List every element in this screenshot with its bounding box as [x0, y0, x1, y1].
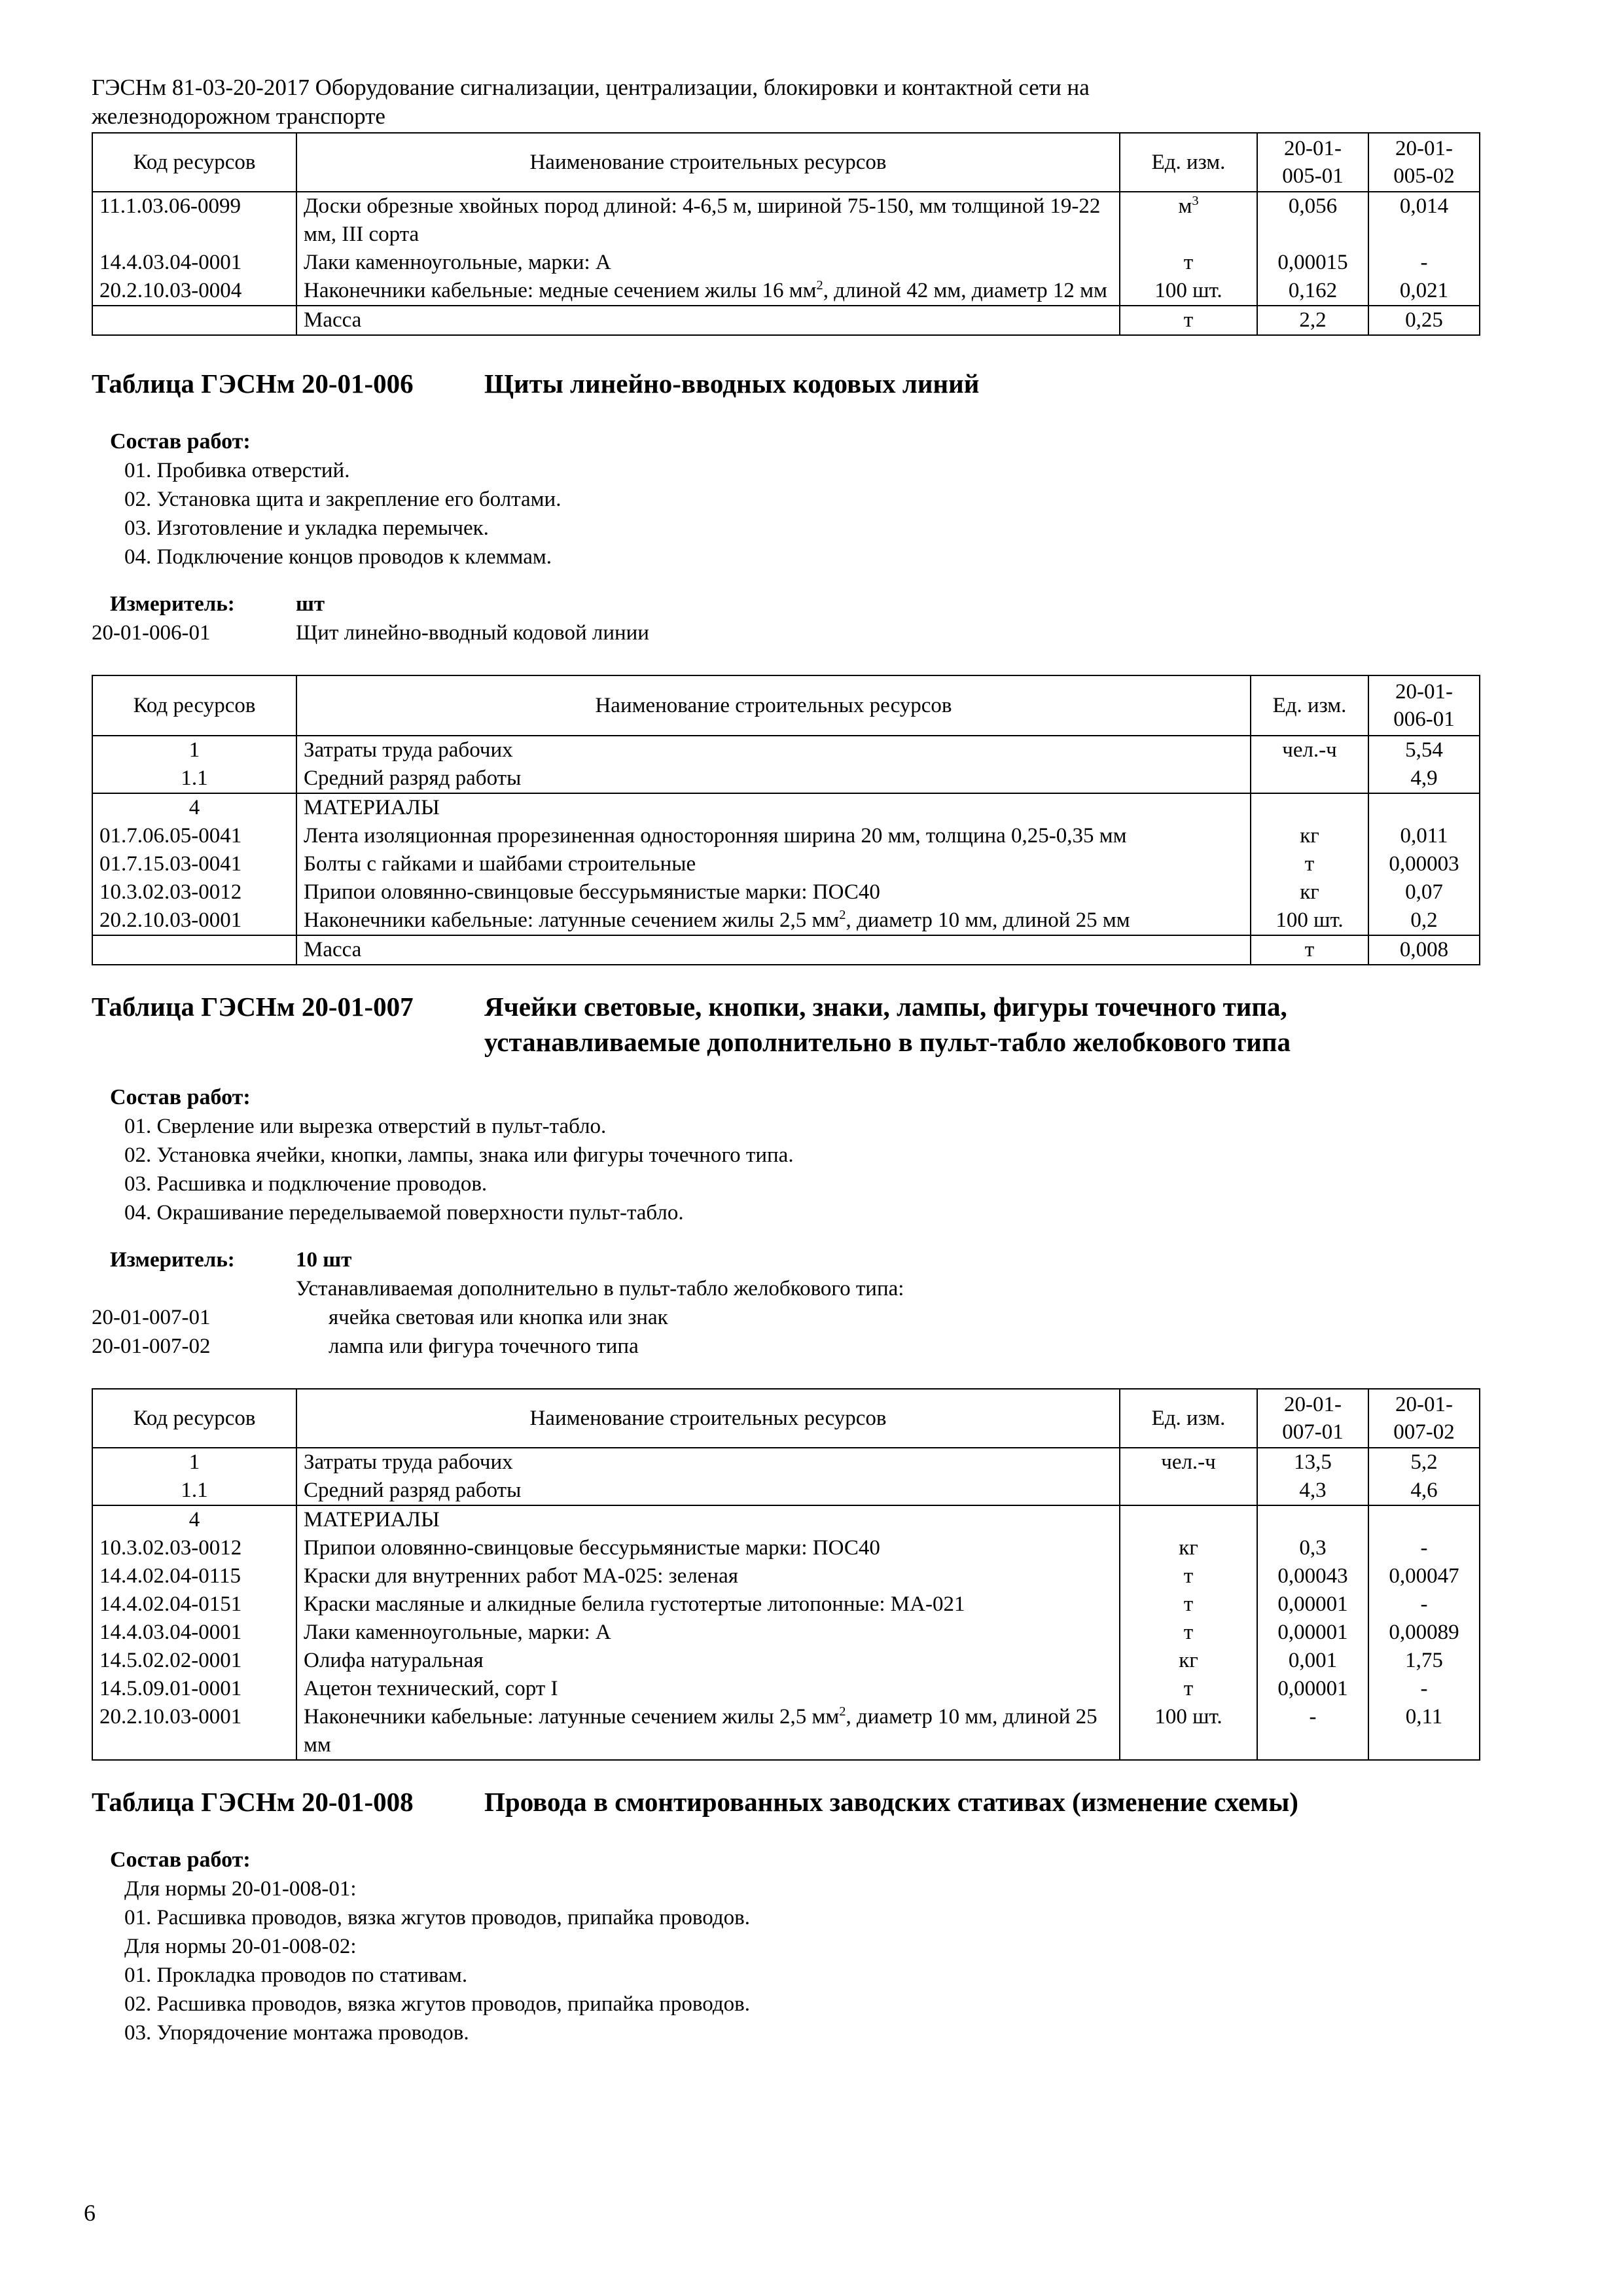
work-item: 04. Подключение концов проводов к клеммам. — [124, 545, 552, 569]
cell-value-1: 13,5 — [1257, 1448, 1368, 1477]
cell-unit: т — [1120, 249, 1257, 277]
cell-name: МАТЕРИАЛЫ — [296, 1505, 1120, 1534]
measure-label: Измеритель: — [110, 592, 235, 616]
work-item: 03. Расшивка и подключение проводов. — [124, 1172, 488, 1196]
cell-value-1: 0,001 — [1257, 1647, 1368, 1675]
cell-name: Наконечники кабельные: медные сечением жилы 16 $мм^2$, длиной 42 мм, диаметр 12 мм — [296, 277, 1120, 306]
resource-table-007 — [92, 1388, 1480, 1761]
work-composition-label: Состав работ: — [110, 429, 251, 454]
measure-value: шт — [296, 592, 325, 616]
work-item: Для нормы 20-01-008-01: — [124, 1877, 357, 1901]
cell-unit: чел.-ч — [1120, 1448, 1257, 1477]
cell-code: 14.5.02.02-0001 — [92, 1647, 296, 1675]
cell-name: Средний разряд работы — [296, 1477, 1120, 1505]
cell-name: Затраты труда рабочих — [296, 1448, 1120, 1477]
cell-value-1: 4,9 — [1368, 764, 1480, 793]
cell-code: 14.4.03.04-0001 — [92, 249, 296, 277]
mass-row — [92, 306, 1480, 335]
cell-unit: 100 шт. — [1251, 906, 1368, 935]
cell-value-1 — [1368, 793, 1480, 822]
cell-value-1: 0,00001 — [1257, 1619, 1368, 1647]
cell-value-1: 0,3 — [1257, 1534, 1368, 1562]
work-item: 04. Окрашивание переделываемой поверхности пульт-табло. — [124, 1201, 684, 1225]
cell-value-2: 1,75 — [1368, 1647, 1480, 1675]
measure-value: 10 шт — [296, 1248, 352, 1272]
work-item: Для нормы 20-01-008-02: — [124, 1935, 357, 1958]
table-row — [92, 764, 1480, 793]
cell-code: 1 — [92, 736, 296, 764]
table-row — [92, 906, 1480, 935]
cell-code: 14.4.02.04-0115 — [92, 1562, 296, 1590]
cell-code: 20.2.10.03-0001 — [92, 1703, 296, 1760]
table-number: Таблица ГЭСНм 20-01-007 — [92, 992, 414, 1022]
cell-unit — [1120, 1477, 1257, 1505]
cell-code — [92, 935, 296, 965]
cell-code: 11.1.03.06-0099 — [92, 192, 296, 249]
measure-line — [92, 590, 1479, 619]
table-name: Провода в смонтированных заводских стативах (изменение схемы) — [484, 1787, 1298, 1817]
cell-name: Наконечники кабельные: латунные сечением жилы 2,5 $мм^2$, диаметр 10 мм, длиной 25 мм — [296, 906, 1251, 935]
cell-unit: т — [1120, 1562, 1257, 1590]
measure-note: Устанавливаемая дополнительно в пульт-табло желобкового типа: — [296, 1277, 904, 1300]
resource-table-005 — [92, 132, 1480, 336]
cell-value-2: - — [1368, 1590, 1480, 1619]
col-header-name: Наименование строительных ресурсов — [296, 675, 1251, 736]
section-title-008 — [92, 1784, 1479, 1820]
cell-code: 1 — [92, 1448, 296, 1477]
col-header-norm-1: 20-01- 006-01 — [1368, 675, 1480, 736]
cell-name: Краски масляные и алкидные белила густотертые литопонные: МА-021 — [296, 1590, 1120, 1619]
table-number: Таблица ГЭСНм 20-01-008 — [92, 1787, 414, 1817]
cell-value-2: 5,2 — [1368, 1448, 1480, 1477]
cell-name: Лаки каменноугольные, марки: А — [296, 1619, 1120, 1647]
table-row — [92, 1675, 1480, 1703]
table-row — [92, 1590, 1480, 1619]
col-header-code: Код ресурсов — [92, 1389, 296, 1448]
cell-unit: т — [1251, 935, 1368, 965]
running-header — [92, 73, 1479, 131]
table-row — [92, 192, 1480, 249]
cell-unit: 100 шт. — [1120, 1703, 1257, 1760]
norm-text: лампа или фигура точечного типа — [329, 1335, 639, 1358]
work-item: 03. Упорядочение монтажа проводов. — [124, 2021, 469, 2045]
table-row — [92, 822, 1480, 850]
norm-line — [92, 1303, 1479, 1332]
cell-value-2: - — [1368, 1534, 1480, 1562]
work-item: 03. Изготовление и укладка перемычек. — [124, 516, 489, 540]
cell-value-2: - — [1368, 249, 1480, 277]
materials-row — [92, 793, 1480, 822]
table-row — [92, 277, 1480, 306]
table-number: Таблица ГЭСНм 20-01-006 — [92, 368, 414, 399]
work-item: 01. Пробивка отверстий. — [124, 459, 350, 482]
cell-value-2 — [1368, 1505, 1480, 1534]
cell-value-1: 0,00003 — [1368, 850, 1480, 878]
norm-code: 20-01-006-01 — [92, 621, 211, 645]
work-item: 02. Расшивка проводов, вязка жгутов проводов, припайка проводов. — [124, 1992, 750, 2016]
col-header-unit: Ед. изм. — [1251, 675, 1368, 736]
work-item: 02. Установка ячейки, кнопки, лампы, знака или фигуры точечного типа. — [124, 1143, 794, 1167]
cell-unit — [1251, 793, 1368, 822]
cell-value-2: 0,014 — [1368, 192, 1480, 249]
norm-code: 20-01-007-01 — [92, 1306, 211, 1329]
cell-code: 01.7.06.05-0041 — [92, 822, 296, 850]
measure-line — [92, 1246, 1479, 1274]
col-header-code: Код ресурсов — [92, 675, 296, 736]
cell-value-1: 0,056 — [1257, 192, 1368, 249]
cell-value-2: 0,00047 — [1368, 1562, 1480, 1590]
work-composition-label: Состав работ: — [110, 1848, 251, 1872]
header-line-2: железнодорожном транспорте — [92, 103, 385, 129]
table-row — [92, 1448, 1480, 1477]
cell-unit: т — [1251, 850, 1368, 878]
cell-name: Припои оловянно-свинцовые бессурьмянистые марки: ПОС40 — [296, 878, 1251, 906]
norm-line — [92, 1332, 1479, 1361]
cell-code: 14.4.02.04-0151 — [92, 1590, 296, 1619]
cell-value-1: 0,2 — [1368, 906, 1480, 935]
table-name: Ячейки световые, кнопки, знаки, лампы, фигуры точечного типа, устанавливаемые дополнительно в пульт-табло желобкового типа — [484, 992, 1291, 1057]
cell-name: Болты с гайками и шайбами строительные — [296, 850, 1251, 878]
header-line-1: ГЭСНм 81-03-20-2017 Оборудование сигнализации, централизации, блокировки и контактной сети на — [92, 75, 1090, 100]
cell-value-1: 0,00015 — [1257, 249, 1368, 277]
cell-code: 4 — [92, 1505, 296, 1534]
cell-value-1: 0,162 — [1257, 277, 1368, 306]
table-row — [92, 736, 1480, 764]
mass-row — [92, 935, 1480, 965]
work-item: 02. Установка щита и закрепление его болтами. — [124, 488, 562, 511]
col-header-norm-1: 20-01- 005-01 — [1257, 133, 1368, 192]
col-header-norm-2: 20-01- 007-02 — [1368, 1389, 1480, 1448]
cell-code: 20.2.10.03-0004 — [92, 277, 296, 306]
cell-code: 1.1 — [92, 764, 296, 793]
section-title-007 — [92, 989, 1479, 1060]
col-header-unit: Ед. изм. — [1120, 133, 1257, 192]
cell-value-1: 2,2 — [1257, 306, 1368, 335]
work-item: 01. Сверление или вырезка отверстий в пульт-табло. — [124, 1115, 607, 1138]
cell-name: Припои оловянно-свинцовые бессурьмянистые марки: ПОС40 — [296, 1534, 1120, 1562]
table-row — [92, 878, 1480, 906]
cell-unit: кг — [1120, 1534, 1257, 1562]
table-row — [92, 1647, 1480, 1675]
cell-value-1: 5,54 — [1368, 736, 1480, 764]
table-row — [92, 1562, 1480, 1590]
cell-name: МАТЕРИАЛЫ — [296, 793, 1251, 822]
cell-unit: т — [1120, 1590, 1257, 1619]
cell-value-1: 0,00001 — [1257, 1590, 1368, 1619]
measure-label: Измеритель: — [110, 1248, 235, 1272]
norm-text: ячейка световая или кнопка или знак — [329, 1306, 668, 1329]
materials-row — [92, 1505, 1480, 1534]
cell-name: Затраты труда рабочих — [296, 736, 1251, 764]
cell-value-1: 0,008 — [1368, 935, 1480, 965]
page-number: 6 — [84, 2200, 96, 2226]
table-header-row — [92, 1389, 1480, 1448]
cell-name: Доски обрезные хвойных пород длиной: 4-6,5 м, шириной 75-150, мм толщиной 19-22 мм, III сорта — [296, 192, 1120, 249]
cell-code: 4 — [92, 793, 296, 822]
cell-value-1: - — [1257, 1703, 1368, 1760]
norm-code: 20-01-007-02 — [92, 1335, 211, 1358]
cell-unit: 100 шт. — [1120, 277, 1257, 306]
cell-value-2: 0,00089 — [1368, 1619, 1480, 1647]
cell-code: 14.5.09.01-0001 — [92, 1675, 296, 1703]
cell-value-2: 0,25 — [1368, 306, 1480, 335]
work-composition-label: Состав работ: — [110, 1085, 251, 1109]
cell-unit: т — [1120, 306, 1257, 335]
cell-value-1: 0,011 — [1368, 822, 1480, 850]
col-header-name: Наименование строительных ресурсов — [296, 133, 1120, 192]
cell-code: 1.1 — [92, 1477, 296, 1505]
cell-name: Олифа натуральная — [296, 1647, 1120, 1675]
cell-code: 10.3.02.03-0012 — [92, 878, 296, 906]
cell-unit: чел.-ч — [1251, 736, 1368, 764]
table-header-row — [92, 133, 1480, 192]
table-name: Щиты линейно-вводных кодовых линий — [484, 368, 980, 399]
cell-name: Лаки каменноугольные, марки: А — [296, 249, 1120, 277]
cell-unit — [1251, 764, 1368, 793]
table-header-row — [92, 675, 1480, 736]
cell-code: 01.7.15.03-0041 — [92, 850, 296, 878]
cell-code: 10.3.02.03-0012 — [92, 1534, 296, 1562]
cell-name: Наконечники кабельные: латунные сечением жилы 2,5 $мм^2$, диаметр 10 мм, длиной 25 мм — [296, 1703, 1120, 1760]
work-item: 01. Прокладка проводов по стативам. — [124, 1964, 468, 1987]
cell-name: Масса — [296, 306, 1120, 335]
col-header-norm-2: 20-01- 005-02 — [1368, 133, 1480, 192]
cell-unit: кг — [1120, 1647, 1257, 1675]
cell-unit: кг — [1251, 822, 1368, 850]
document-page — [92, 73, 1479, 2047]
table-row — [92, 1534, 1480, 1562]
cell-name: Лента изоляционная прорезиненная односторонняя ширина 20 мм, толщина 0,25-0,35 мм — [296, 822, 1251, 850]
col-header-norm-1: 20-01- 007-01 — [1257, 1389, 1368, 1448]
cell-code: 20.2.10.03-0001 — [92, 906, 296, 935]
cell-value-1: 0,00043 — [1257, 1562, 1368, 1590]
cell-value-2: 0,11 — [1368, 1703, 1480, 1760]
work-item: 01. Расшивка проводов, вязка жгутов проводов, припайка проводов. — [124, 1906, 750, 1929]
col-header-unit: Ед. изм. — [1120, 1389, 1257, 1448]
cell-value-2: 4,6 — [1368, 1477, 1480, 1505]
section-title-006 — [92, 366, 1479, 401]
cell-value-1: 0,00001 — [1257, 1675, 1368, 1703]
norm-text: Щит линейно-вводный кодовой линии — [296, 621, 649, 645]
table-row — [92, 1703, 1480, 1760]
cell-name: Средний разряд работы — [296, 764, 1251, 793]
cell-name: Краски для внутренних работ МА-025: зеленая — [296, 1562, 1120, 1590]
cell-unit: кг — [1251, 878, 1368, 906]
table-row — [92, 1619, 1480, 1647]
col-header-code: Код ресурсов — [92, 133, 296, 192]
cell-unit — [1120, 1505, 1257, 1534]
cell-unit: т — [1120, 1675, 1257, 1703]
cell-value-1: 0,07 — [1368, 878, 1480, 906]
table-row — [92, 1477, 1480, 1505]
cell-name: Масса — [296, 935, 1251, 965]
cell-value-1 — [1257, 1505, 1368, 1534]
norm-line — [92, 619, 1479, 647]
cell-value-2: 0,021 — [1368, 277, 1480, 306]
cell-code: 14.4.03.04-0001 — [92, 1619, 296, 1647]
table-row — [92, 850, 1480, 878]
col-header-name: Наименование строительных ресурсов — [296, 1389, 1120, 1448]
cell-unit: $м^3$ — [1120, 192, 1257, 249]
cell-code — [92, 306, 296, 335]
measure-note-line — [92, 1274, 1479, 1303]
cell-value-2: - — [1368, 1675, 1480, 1703]
resource-table-006 — [92, 675, 1480, 965]
cell-name: Ацетон технический, сорт I — [296, 1675, 1120, 1703]
cell-unit: т — [1120, 1619, 1257, 1647]
cell-value-1: 4,3 — [1257, 1477, 1368, 1505]
table-row — [92, 249, 1480, 277]
